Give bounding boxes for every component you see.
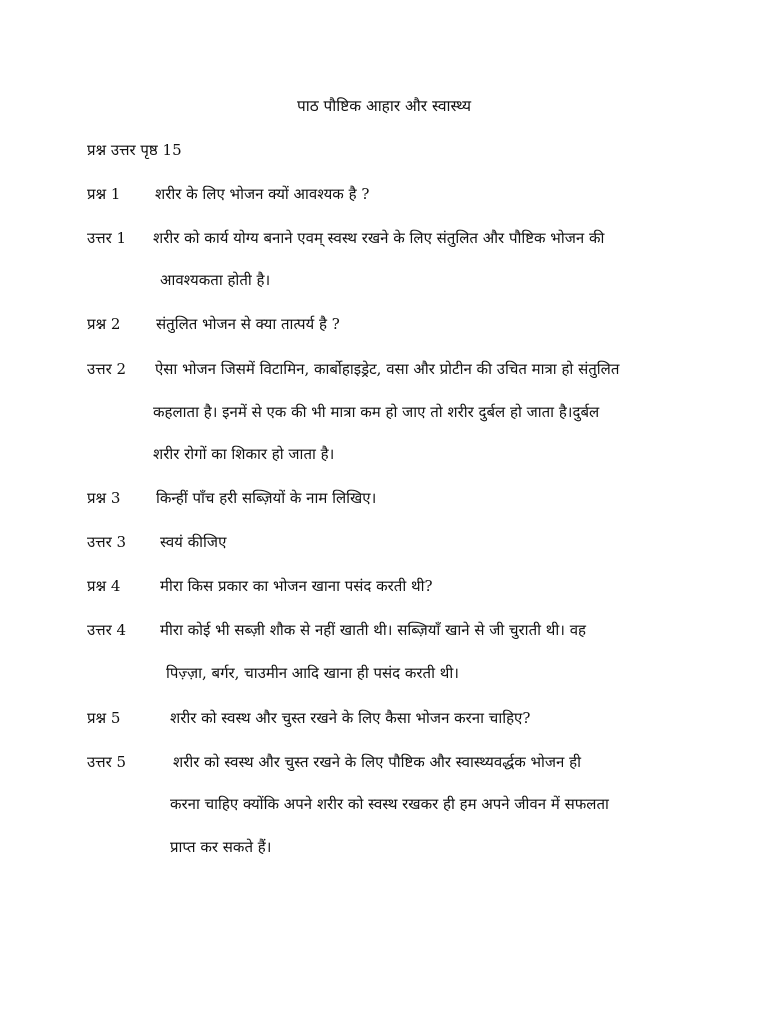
question-1-text: शरीर के लिए भोजन क्यों आवश्यक है ? xyxy=(155,185,370,203)
question-2-label: प्रश्न 2 xyxy=(87,315,121,333)
answer-5-line-3: प्राप्त कर सकते हैं। xyxy=(170,838,272,856)
question-2-text: संतुलित भोजन से क्या तात्पर्य है ? xyxy=(156,315,340,333)
question-1-label: प्रश्न 1 xyxy=(87,185,121,203)
question-5-label: प्रश्न 5 xyxy=(87,709,121,727)
answer-2-line-1: ऐसा भोजन जिसमें विटामिन, कार्बोहाइड्रेट, वसा और प्रोटीन की उचित मात्रा हो संतुलित xyxy=(155,360,620,378)
lesson-title: पाठ पौष्टिक आहार और स्वास्थ्य xyxy=(296,97,472,115)
answer-5-line-2: करना चाहिए क्योंकि अपने शरीर को स्वस्थ रखकर ही हम अपने जीवन में सफलता xyxy=(170,795,609,813)
answer-1-label: उत्तर 1 xyxy=(87,229,127,247)
question-4-label: प्रश्न 4 xyxy=(87,577,121,595)
question-3-label: प्रश्न 3 xyxy=(87,489,121,507)
answer-4-line-2: पिज़्ज़ा, बर्गर, चाउमीन आदि खाना ही पसंद करती थी। xyxy=(166,664,459,682)
answer-3-label: उत्तर 3 xyxy=(87,533,127,551)
question-4-text: मीरा किस प्रकार का भोजन खाना पसंद करती थी? xyxy=(160,577,433,595)
question-3-text: किन्हीं पाँच हरी सब्ज़ियों के नाम लिखिए। xyxy=(156,489,377,507)
answer-2-label: उत्तर 2 xyxy=(87,360,127,378)
answer-2-line-2: कहलाता है। इनमें से एक की भी मात्रा कम हो जाए तो शरीर दुर्बल हो जाता है।दुर्बल xyxy=(153,403,600,421)
answer-2-line-3: शरीर रोगों का शिकार हो जाता है। xyxy=(153,445,335,463)
answer-5-line-1: शरीर को स्वस्थ और चुस्त रखने के लिए पौष्टिक और स्वास्थ्यवर्द्धक भोजन ही xyxy=(173,753,581,771)
answer-3-text: स्वयं कीजिए xyxy=(160,533,227,551)
answer-4-line-1: मीरा कोई भी सब्ज़ी शौक से नहीं खाती थी। सब्ज़ियाँ खाने से जी चुराती थी। वह xyxy=(160,621,587,639)
header-line: प्रश्न उत्तर पृष्ठ 15 xyxy=(87,141,182,159)
question-5-text: शरीर को स्वस्थ और चुस्त रखने के लिए कैसा भोजन करना चाहिए? xyxy=(170,709,531,727)
answer-1-line-1: शरीर को कार्य योग्य बनाने एवम् स्वस्थ रखने के लिए संतुलित और पौष्टिक भोजन की xyxy=(153,229,605,247)
answer-1-line-2: आवश्यकता होती है। xyxy=(160,271,271,289)
answer-4-label: उत्तर 4 xyxy=(87,621,127,639)
answer-5-label: उत्तर 5 xyxy=(87,753,127,771)
